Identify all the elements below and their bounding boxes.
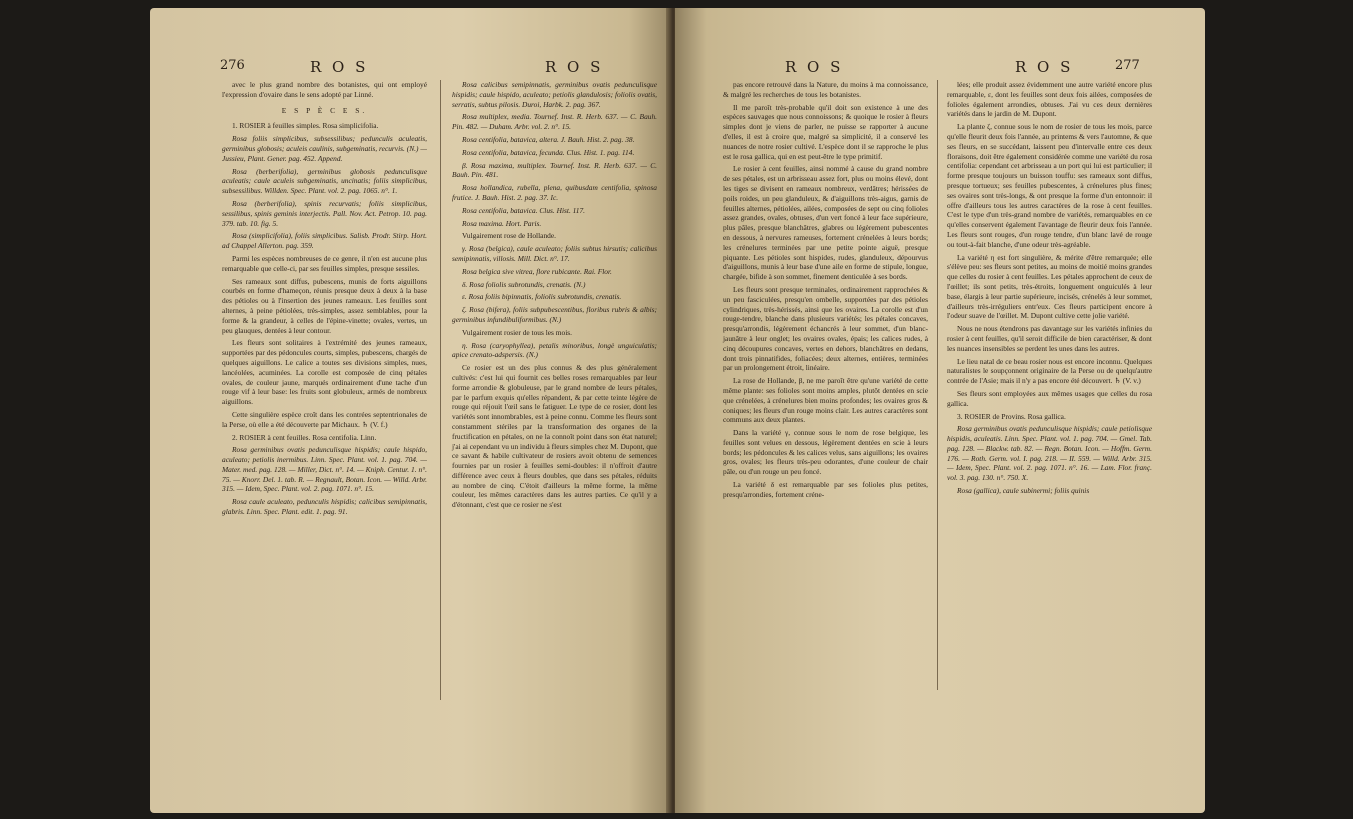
- paragraph: avec le plus grand nombre des botanistes, qui ont employé l'expression d'ovaire dans le sens adopté par Linné.: [222, 80, 427, 99]
- paragraph: β. Rosa maxima, multiplex. Tournef. Inst. R. Herb. 637. — C. Bauh. Pin. 481.: [452, 160, 657, 180]
- paragraph: La variété η est fort singulière, & mérite d'être remarquée; elle s'élève peu: ses fleurs sont petites, au moins de moitié moins grandes que celles du rosier à cent feuilles. Les pétales approchent de ceux de l'œillet; ils sont petits, très-étroits, longuement onguiculés à leur base, élargis à leur partie supérieure, incisés, crénelés à leur sommet, d'ailleurs très-irréguliers entr'eux. Ces fleurs participent encore à l'odeur suave de l'œillet. M. Dupont cultive cette jolie variété.: [947, 252, 1152, 321]
- text-column-1: [723, 80, 928, 503]
- paragraph: Rosa (gallica), caule subinermi; foliis quinis: [957, 486, 1090, 496]
- page-number: 276: [220, 58, 245, 73]
- paragraph: 3. ROSIER de Provins. Rosa gallica.: [957, 411, 1066, 421]
- paragraph: Rosa hollandica, rubella, plena, quibusdam centifolia, spinosa frutice. J. Bauh. Hist. 2. pag. 37. Ic.: [452, 183, 657, 202]
- paragraph: pas encore retrouvé dans la Nature, du moins à ma connoissance, & malgré les recherches de tous les botanistes.: [723, 80, 928, 99]
- paragraph: Les fleurs sont presque terminales, ordinairement rapprochées & un peu fasciculées, presqu'en ombelle, supportées par des pétioles cylindriques, très-hérissés, ainsi que les ovaires. La corolle est d'un rouge-tendre, blanche dans plusieurs variétés; les pétales concaves, presqu'arrondis, légèrement échancrés à leur sommet, d'un blanc-jaunâtre à leur onglet; les ovaires ovales, épais; les calices rudes, à cinq découpures concaves, vertes en dehors, blanchâtres en dedans, dont trois pinnatifides, foliacées; deux alternes, entières, terminées par un prolongement étroit, linéaire.: [723, 284, 928, 373]
- running-head: R O S: [310, 58, 369, 76]
- paragraph: Rosa caule aculeato, pedunculis hispidis; calicibus semipinnatis, glabris. Linn. Spec. Plant. edit. 1. pag. 91.: [222, 497, 427, 517]
- paragraph: Vulgairement rose de Hollande.: [462, 231, 556, 241]
- paragraph: E S P È C E S.: [281, 105, 368, 115]
- paragraph: Rosa (simplicifolia), foliis simplicibus. Salisb. Prodr. Stirp. Hort. ad Chappel Allerton. pag. 359.: [222, 231, 427, 251]
- right-page: [675, 8, 1205, 813]
- running-head: R O S: [545, 58, 604, 76]
- paragraph: Ses rameaux sont diffus, pubescens, munis de forts aiguillons courbés en forme d'hameçon, réunis presque deux à deux à la base des pétioles ou à l'insertion des jeunes rameaux. Les feuilles sont alternes, à peine pétiolées, très-simples, assez semblables, pour la forme & la grandeur, à celles de l'épine-vinette; ovales, vertes, un peu glauques, dentées à leur contour.: [222, 276, 427, 335]
- paragraph: Ses fleurs sont employées aux mêmes usages que celles du rosa gallica.: [947, 388, 1152, 408]
- paragraph: Le rosier à cent feuilles, ainsi nommé à cause du grand nombre de ses pétales, est un arbrisseau assez fort, plus ou moins élevé, dont les tiges se divisent en rameaux nombreux, verdâtres; hérissées de poils roides, un peu glanduleux, & d'aiguillons très-aigus, garnis de feuilles alternes, pétiolées, ailées, composées de sept ou cinq folioles assez grandes, ovales, obtuses, d'un vert foncé à leur face supérieure, plus pâles, presque blanchâtres, glabres ou légèrement pubescentes en dessous, à nervures rameuses, fortement crénelées à leurs bords; les crénelures terminées par une petite pointe aiguë, presque piquante. Les pétioles sont hispides, rudes, glanduleux, dépourvus d'aiguillons, munis à leur base d'une aile en forme de stipule, longue, chargée, bifide à son sommet, finement denticulée à ses bords.: [723, 164, 928, 282]
- paragraph: η. Rosa (caryophyllea), petalis minoribus, longè unguiculatis; apice crenato-adspersis. (N.): [452, 340, 657, 360]
- paragraph: Rosa centifolia, batavica. Clus. Hist. 117.: [462, 205, 586, 215]
- left-page: [150, 8, 670, 813]
- text-column-1: [222, 80, 427, 520]
- paragraph: Le lieu natal de ce beau rosier nous est encore inconnu. Quelques naturalistes le soupçonnent originaire de la Perse ou de quelqu'autre contrée de l'Asie; mais il n'y a pas encore été découvert. ♄ (V. v.): [947, 356, 1152, 386]
- paragraph: Nous ne nous étendrons pas davantage sur les variétés infinies du rosier à cent feuilles, qu'il seroit difficile de bien caractériser, & dont les nuances insensibles se perdent les unes dans les autres.: [947, 324, 1152, 353]
- paragraph: Rosa germinibus ovatis pedunculisque hispidis; caule hispido, aculeato; petiolis inermibus. Linn. Spec. Plant. vol. 1. pag. 704. — Mater. med. pag. 128. — Miller, Dict. n°. 14. — Kniph. Centur. 1. n°. 75. — Knorr. Del. 1. tab. R. — Regnault, Botan. Icon. — Willd. Arbr. 315. — Idem, Spec. Plant. vol. 2. pag. 1071. n°. 15.: [222, 445, 427, 494]
- paragraph: La plante ζ, connue sous le nom de rosier de tous les mois, parce qu'elle fleurit deux fois l'année, au printems & vers l'automne, & que ses fleurs, en se succédant, laissent peu d'intervalle entre ces deux floraisons, doit être également considérée comme une variété du rosa centifolia: cependant cet arbrisseau a un port qui lui est particulier; il forme presque toujours un buisson touffu: ses rameaux sont diffus, presque tortueux; ses feuilles pubescentes, à crénelures plus fines; ses ovaires sont très-longs, & ont presque la forme d'un entonnoir: il offre d'ailleurs tous les autres caractères de la rose à cent feuilles. C'est le type d'un très-grand nombre de variétés, remarquables en ce qu'elles conservent également l'avantage de fleurir deux fois l'année. Les fleurs sont rouges, d'un rouge tendre, d'un blanc lavé de rouge ou tout-à-fait blanche, d'une odeur très-agréable.: [947, 122, 1152, 249]
- paragraph: Parmi les espèces nombreuses de ce genre, il n'en est aucune plus remarquable que celle-ci, par ses feuilles simples, presque sessiles.: [222, 253, 427, 273]
- paragraph: γ. Rosa (belgica), caule aculeato; foliis subtus hirsutis; calicibus semipinnatis, villosis. Mill. Dict. n°. 17.: [452, 244, 657, 263]
- paragraph: Rosa centifolia, batavica, altera. J. Bauh. Hist. 2. pag. 38.: [462, 134, 635, 144]
- page-number: 277: [1115, 58, 1140, 73]
- paragraph: δ. Rosa foliolis subrotundis, crenatis. (N.): [462, 279, 586, 289]
- paragraph: Il me paroît très-probable qu'il doit son existence à une des espèces sauvages que nous connoissons; & quoique le rosier à fleurs simples dont je viens de parler, ne puisse se rapporter à aucune d'elles, il est à croire que, malgré sa simplicité, il a conservé les nuances de notre rosier cultivé. L'espèce dont il se rapproche le plus est le rosa gallica, qui en est peut-être le type primitif.: [723, 102, 928, 161]
- paragraph: La rose de Hollande, β, ne me paroît être qu'une variété de cette même plante: ses folioles sont moins amples, plutôt dentées en scie que crénelées, à crénelures bien moins profondes; les ovaires gros & coniques; les fleurs d'un rouge moins clair. Les autres caractères sont communs aux deux plantes.: [723, 376, 928, 425]
- paragraph: Rosa (berberifolia), spinis recurvatis; foliis simplicibus, sessilibus, spinis geminis interjectis. Pall. Nov. Act. Petrop. 10. pag. 379. tab. 10. fig. 5.: [222, 198, 427, 228]
- paragraph: Rosa foliis simplicibus, subsessilibus; pedunculis aculeatis, germinibus globosis; aculeis caulinis, subgeminatis, recurvis. (N.) — Jussieu, Plant. Gener. pag. 452. Append.: [222, 134, 427, 163]
- paragraph: Rosa calicibus semipinnatis, germinibus ovatis pedunculisque hispidis; caule hispido, aculeato; petiolis glandulosis; foliolis ovatis, serratis, subtus pilosis. Duroi, Harbk. 2. pag. 367.: [452, 80, 657, 109]
- paragraph: Rosa germinibus ovatis pedunculisque hispidis; caule petiolisque hispidis, aculeatis. Linn. Spec. Plant. vol. 1. pag. 704. — Gmel. Tab. pag. 128. — Blackw. tab. 82. — Regn. Botan. Icon. — Hoffm. Germ. 176. — Roth. Germ. vol. I. pag. 218. — II. 559. — Willd. Arbr. 315. — Idem, Spec. Plant. vol. 2. pag. 1071. n°. 16. — Lam. Flor. franç. vol. 3. pag. 130. n°. 750. X.: [947, 424, 1152, 483]
- paragraph: Vulgairement rosier de tous les mois.: [462, 327, 572, 337]
- paragraph: La variété δ est remarquable par ses folioles plus petites, presqu'arrondies, fortement créne-: [723, 480, 928, 499]
- paragraph: Ce rosier est un des plus connus & des plus généralement cultivés: c'est lui qui fournit ces belles roses remarquables par leur forme arrondie & globuleuse, par le grand nombre de leurs pétales, par le parfum exquis qu'elles répandent, & par cette teinte légère de rouge qui réjouit l'œil sans le fatiguer. Le type de ce rosier, dont les variétés sont innombrables, est à peine connu. Comme les fleurs sont constamment stériles par la transformation des organes de la fructification en pétales, on ne la connoît point dans son état naturel; j'ai ai cependant vu un individu à fleurs simples chez M. Dupont, que ce savant & habile cultivateur de rosiers avoit obtenu de semences fournies par un rosier à feuilles semi-doubles: il n'offroit d'autre différence avec ceux à fleurs doubles, que dans ses pétales, réduits au nombre de cinq. C'étoit d'ailleurs la même forme, la même couleur, les mêmes caractères dans les autres parties. Ce qu'il y a d'étonnant, c'est que ce rosier ne s'est: [452, 363, 657, 510]
- running-head: R O S: [785, 58, 844, 76]
- running-head: R O S: [1015, 58, 1074, 76]
- text-column-2: [947, 80, 1152, 499]
- paragraph: lées; elle produit assez évidemment une autre variété encore plus remarquable, ε, dont les feuilles sont deux fois ailées, composées de folioles également arrondies, obtuses. J'ai vu ces deux dernières variétés dans le jardin de M. Dupont.: [947, 80, 1152, 119]
- column-divider: [440, 80, 441, 700]
- book-spread: [150, 8, 1205, 813]
- paragraph: ζ. Rosa (bifera), foliis subpubescentibus, floribus rubris & albis; germinibus infundibuliformibus. (N.): [452, 305, 657, 324]
- paragraph: 2. ROSIER à cent feuilles. Rosa centifolia. Linn.: [232, 432, 377, 442]
- paragraph: Dans la variété γ, connue sous le nom de rose belgique, les feuilles sont velues en dessous, légèrement dentées en scie à leurs bords; les pédoncules & les calices velus, sans aiguillons; les ovaires gros, ovales; les fleurs très-peu odorantes, d'une couleur de chair pâle, ou d'un rouge un peu foncé.: [723, 428, 928, 477]
- text-column-2: [452, 80, 657, 513]
- column-divider: [937, 80, 938, 690]
- paragraph: Rosa centifolia, batavica, fecunda. Clus. Hist. 1. pag. 114.: [462, 147, 635, 157]
- paragraph: Les fleurs sont solitaires à l'extrémité des jeunes rameaux, supportées par des pédoncules courts, simples, pubescens, chargés de quelques aiguillons. Le calice a toutes ses divisions simples, nues, lancéolées, acuminées. La corolle est composée de cinq pétales ovales, de couleur jaune, marqués ordinairement d'une tache d'un rouge vif à leur base: les fruits sont globuleux, armés de nombreux aiguillons.: [222, 338, 427, 407]
- paragraph: Cette singulière espèce croît dans les contrées septentrionales de la Perse, où elle a été découverte par Michaux. ♄ (V. f.): [222, 409, 427, 429]
- paragraph: 1. ROSIER à feuilles simples. Rosa simplicifolia.: [232, 121, 379, 131]
- paragraph: Rosa (berberifolia), germinibus globosis pedunculisque aculeatis; caule aculeis subgeminatis, uncinatis; foliis simplicibus, subsessilibus. Willden. Spec. Plant. vol. 2. pag. 1065. n°. 1.: [222, 166, 427, 196]
- paragraph: Rosa belgica sive vitrea, flore rubicante. Rai. Flor.: [462, 266, 612, 276]
- paragraph: ε. Rosa foliis bipinnatis, foliolis subrotundis, crenatis.: [462, 292, 622, 302]
- paragraph: Rosa multiplex, media. Tournef. Inst. R. Herb. 637. — C. Bauh. Pin. 482. — Duham. Arbr. vol. 2. n°. 15.: [452, 112, 657, 132]
- paragraph: Rosa maxima. Hort. Paris.: [462, 218, 542, 228]
